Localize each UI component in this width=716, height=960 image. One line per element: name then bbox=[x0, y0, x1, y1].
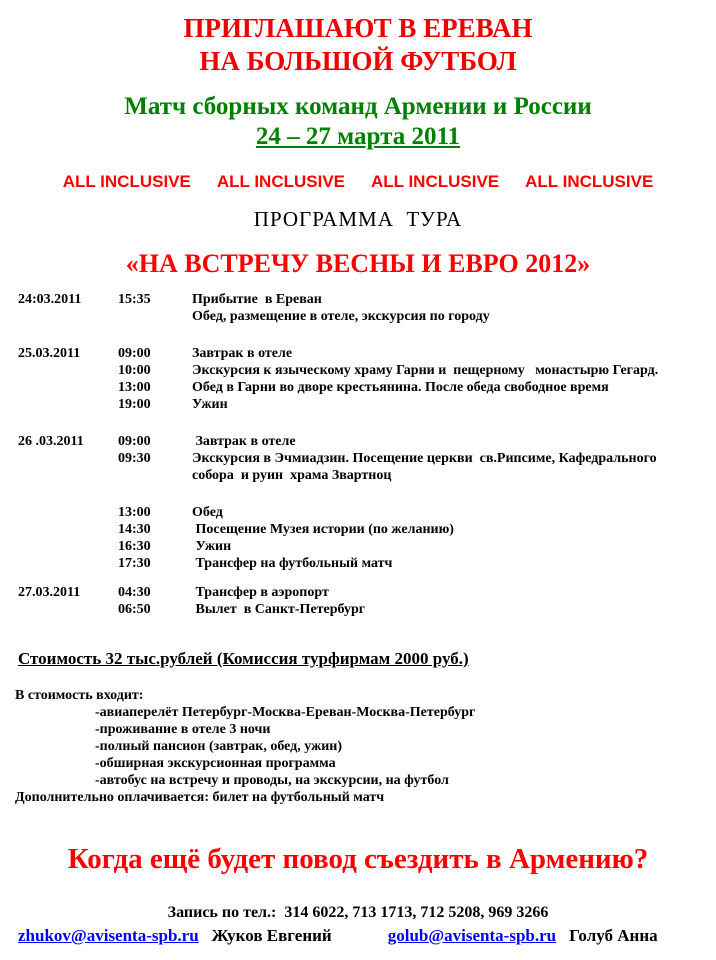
schedule-row bbox=[18, 379, 708, 396]
schedule-row bbox=[18, 467, 708, 484]
schedule-date bbox=[18, 521, 118, 538]
price-line: Стоимость 32 тыс.рублей (Комиссия турфирмам 2000 руб.) bbox=[18, 649, 469, 668]
schedule-spacer bbox=[18, 413, 708, 433]
program-heading: ПРОГРАММА ТУРА bbox=[253, 207, 463, 231]
schedule-row bbox=[18, 555, 708, 572]
schedule-date bbox=[18, 450, 118, 467]
schedule-description: Обед bbox=[192, 505, 223, 520]
schedule-row bbox=[18, 601, 708, 618]
schedule-date bbox=[18, 467, 118, 484]
schedule-time bbox=[118, 467, 192, 484]
schedule-date bbox=[18, 362, 118, 379]
match-subtitle: Матч сборных команд Армении и России bbox=[124, 93, 592, 120]
schedule-description: Вылет в Санкт-Петербург bbox=[192, 602, 366, 617]
schedule-time: 09:00 bbox=[118, 346, 151, 361]
email-link-golub[interactable]: golub@avisenta-spb.ru bbox=[387, 926, 557, 945]
tour-schedule bbox=[0, 291, 716, 618]
extra-cost-note: Дополнительно оплачивается: билет на футбольный матч bbox=[15, 790, 385, 805]
schedule-description: собора и руин храма Звартноц bbox=[192, 468, 392, 483]
contacts-row bbox=[0, 925, 716, 947]
schedule-time: 15:35 bbox=[118, 292, 151, 307]
cost-details bbox=[0, 687, 716, 806]
schedule-description: Обед в Гарни во дворе крестьянина. После обеда свободное время bbox=[192, 380, 609, 395]
schedule-row bbox=[18, 308, 708, 325]
schedule-description: Прибытие в Ереван bbox=[192, 292, 322, 307]
price-includes-item: -автобус на встречу и проводы, на экскурсии, на футбол bbox=[95, 773, 449, 788]
price-includes-item: -проживание в отеле 3 ночи bbox=[95, 722, 271, 737]
schedule-row bbox=[18, 521, 708, 538]
schedule-row bbox=[18, 396, 708, 413]
schedule-description: Завтрак в отеле bbox=[192, 434, 296, 449]
phone-line: Запись по тел.: 314 6022, 713 1713, 712 5208, 969 3266 bbox=[167, 904, 549, 921]
schedule-date bbox=[18, 538, 118, 555]
schedule-description: Экскурсия к языческому храму Гарни и пещерному монастырю Гегард. bbox=[192, 363, 659, 378]
schedule-spacer bbox=[18, 572, 708, 584]
contact-name-golub: Голуб Анна bbox=[569, 926, 658, 945]
all-inclusive-label: ALL INCLUSIVE bbox=[371, 172, 500, 191]
schedule-description: Ужин bbox=[192, 397, 228, 412]
schedule-description: Трансфер в аэропорт bbox=[192, 585, 329, 600]
schedule-date: 25.03.2011 bbox=[18, 346, 81, 361]
schedule-description: Завтрак в отеле bbox=[192, 346, 293, 361]
all-inclusive-label: ALL INCLUSIVE bbox=[525, 172, 654, 191]
schedule-description: Обед, размещение в отеле, экскурсия по городу bbox=[192, 309, 490, 324]
schedule-time: 17:30 bbox=[118, 556, 151, 571]
schedule-row bbox=[18, 584, 708, 601]
schedule-time: 16:30 bbox=[118, 539, 151, 554]
email-link-zhukov[interactable]: zhukov@avisenta-spb.ru bbox=[18, 926, 199, 945]
schedule-description: Посещение Музея истории (по желанию) bbox=[192, 522, 454, 537]
tour-slogan: «НА ВСТРЕЧУ ВЕСНЫ И ЕВРО 2012» bbox=[125, 249, 591, 278]
schedule-date: 26 .03.2011 bbox=[18, 434, 84, 449]
schedule-time: 13:00 bbox=[118, 380, 151, 395]
price-includes-item: -полный пансион (завтрак, обед, ужин) bbox=[95, 739, 343, 754]
schedule-row bbox=[18, 433, 708, 450]
schedule-time: 10:00 bbox=[118, 363, 151, 378]
schedule-date bbox=[18, 555, 118, 572]
schedule-date bbox=[18, 308, 118, 325]
title-line-1: ПРИГЛАШАЮТ В ЕРЕВАН bbox=[183, 13, 533, 43]
schedule-date: 27.03.2011 bbox=[18, 585, 81, 600]
schedule-row bbox=[18, 538, 708, 555]
price-includes-item: -авиаперелёт Петербург-Москва-Ереван-Москва-Петербург bbox=[95, 705, 476, 720]
includes-list bbox=[15, 704, 716, 789]
schedule-description: Экскурсия в Эчмиадзин. Посещение церкви св.Рипсиме, Кафедрального bbox=[192, 451, 657, 466]
all-inclusive-label: ALL INCLUSIVE bbox=[216, 172, 345, 191]
schedule-date bbox=[18, 379, 118, 396]
schedule-time: 13:00 bbox=[118, 505, 151, 520]
schedule-date bbox=[18, 396, 118, 413]
schedule-time bbox=[118, 308, 192, 325]
includes-title: В стоимость входит: bbox=[15, 688, 144, 703]
schedule-spacer bbox=[18, 484, 708, 504]
title-line-2: НА БОЛЬШОЙ ФУТБОЛ bbox=[199, 46, 517, 76]
schedule-row bbox=[18, 504, 708, 521]
schedule-row bbox=[18, 450, 708, 467]
schedule-row bbox=[18, 291, 708, 308]
schedule-date: 24:03.2011 bbox=[18, 292, 82, 307]
contact-name-zhukov: Жуков Евгений bbox=[211, 926, 332, 945]
schedule-time: 09:30 bbox=[118, 451, 151, 466]
schedule-date bbox=[18, 601, 118, 618]
page-title bbox=[0, 0, 716, 78]
schedule-time: 06:50 bbox=[118, 602, 151, 617]
schedule-date bbox=[18, 504, 118, 521]
schedule-time: 19:00 bbox=[118, 397, 151, 412]
all-inclusive-banner bbox=[0, 172, 716, 192]
tour-dates: 24 – 27 марта 2011 bbox=[255, 123, 461, 150]
schedule-time: 14:30 bbox=[118, 522, 151, 537]
schedule-row bbox=[18, 362, 708, 379]
all-inclusive-label: ALL INCLUSIVE bbox=[62, 172, 191, 191]
schedule-time: 09:00 bbox=[118, 434, 151, 449]
schedule-time: 04:30 bbox=[118, 585, 151, 600]
closing-question: Когда ещё будет повод съездить в Армению? bbox=[67, 843, 649, 875]
schedule-description: Трансфер на футбольный матч bbox=[192, 556, 393, 571]
schedule-description: Ужин bbox=[192, 539, 232, 554]
price-includes-item: -обширная экскурсионная программа bbox=[95, 756, 336, 771]
schedule-spacer bbox=[18, 325, 708, 345]
schedule-row bbox=[18, 345, 708, 362]
